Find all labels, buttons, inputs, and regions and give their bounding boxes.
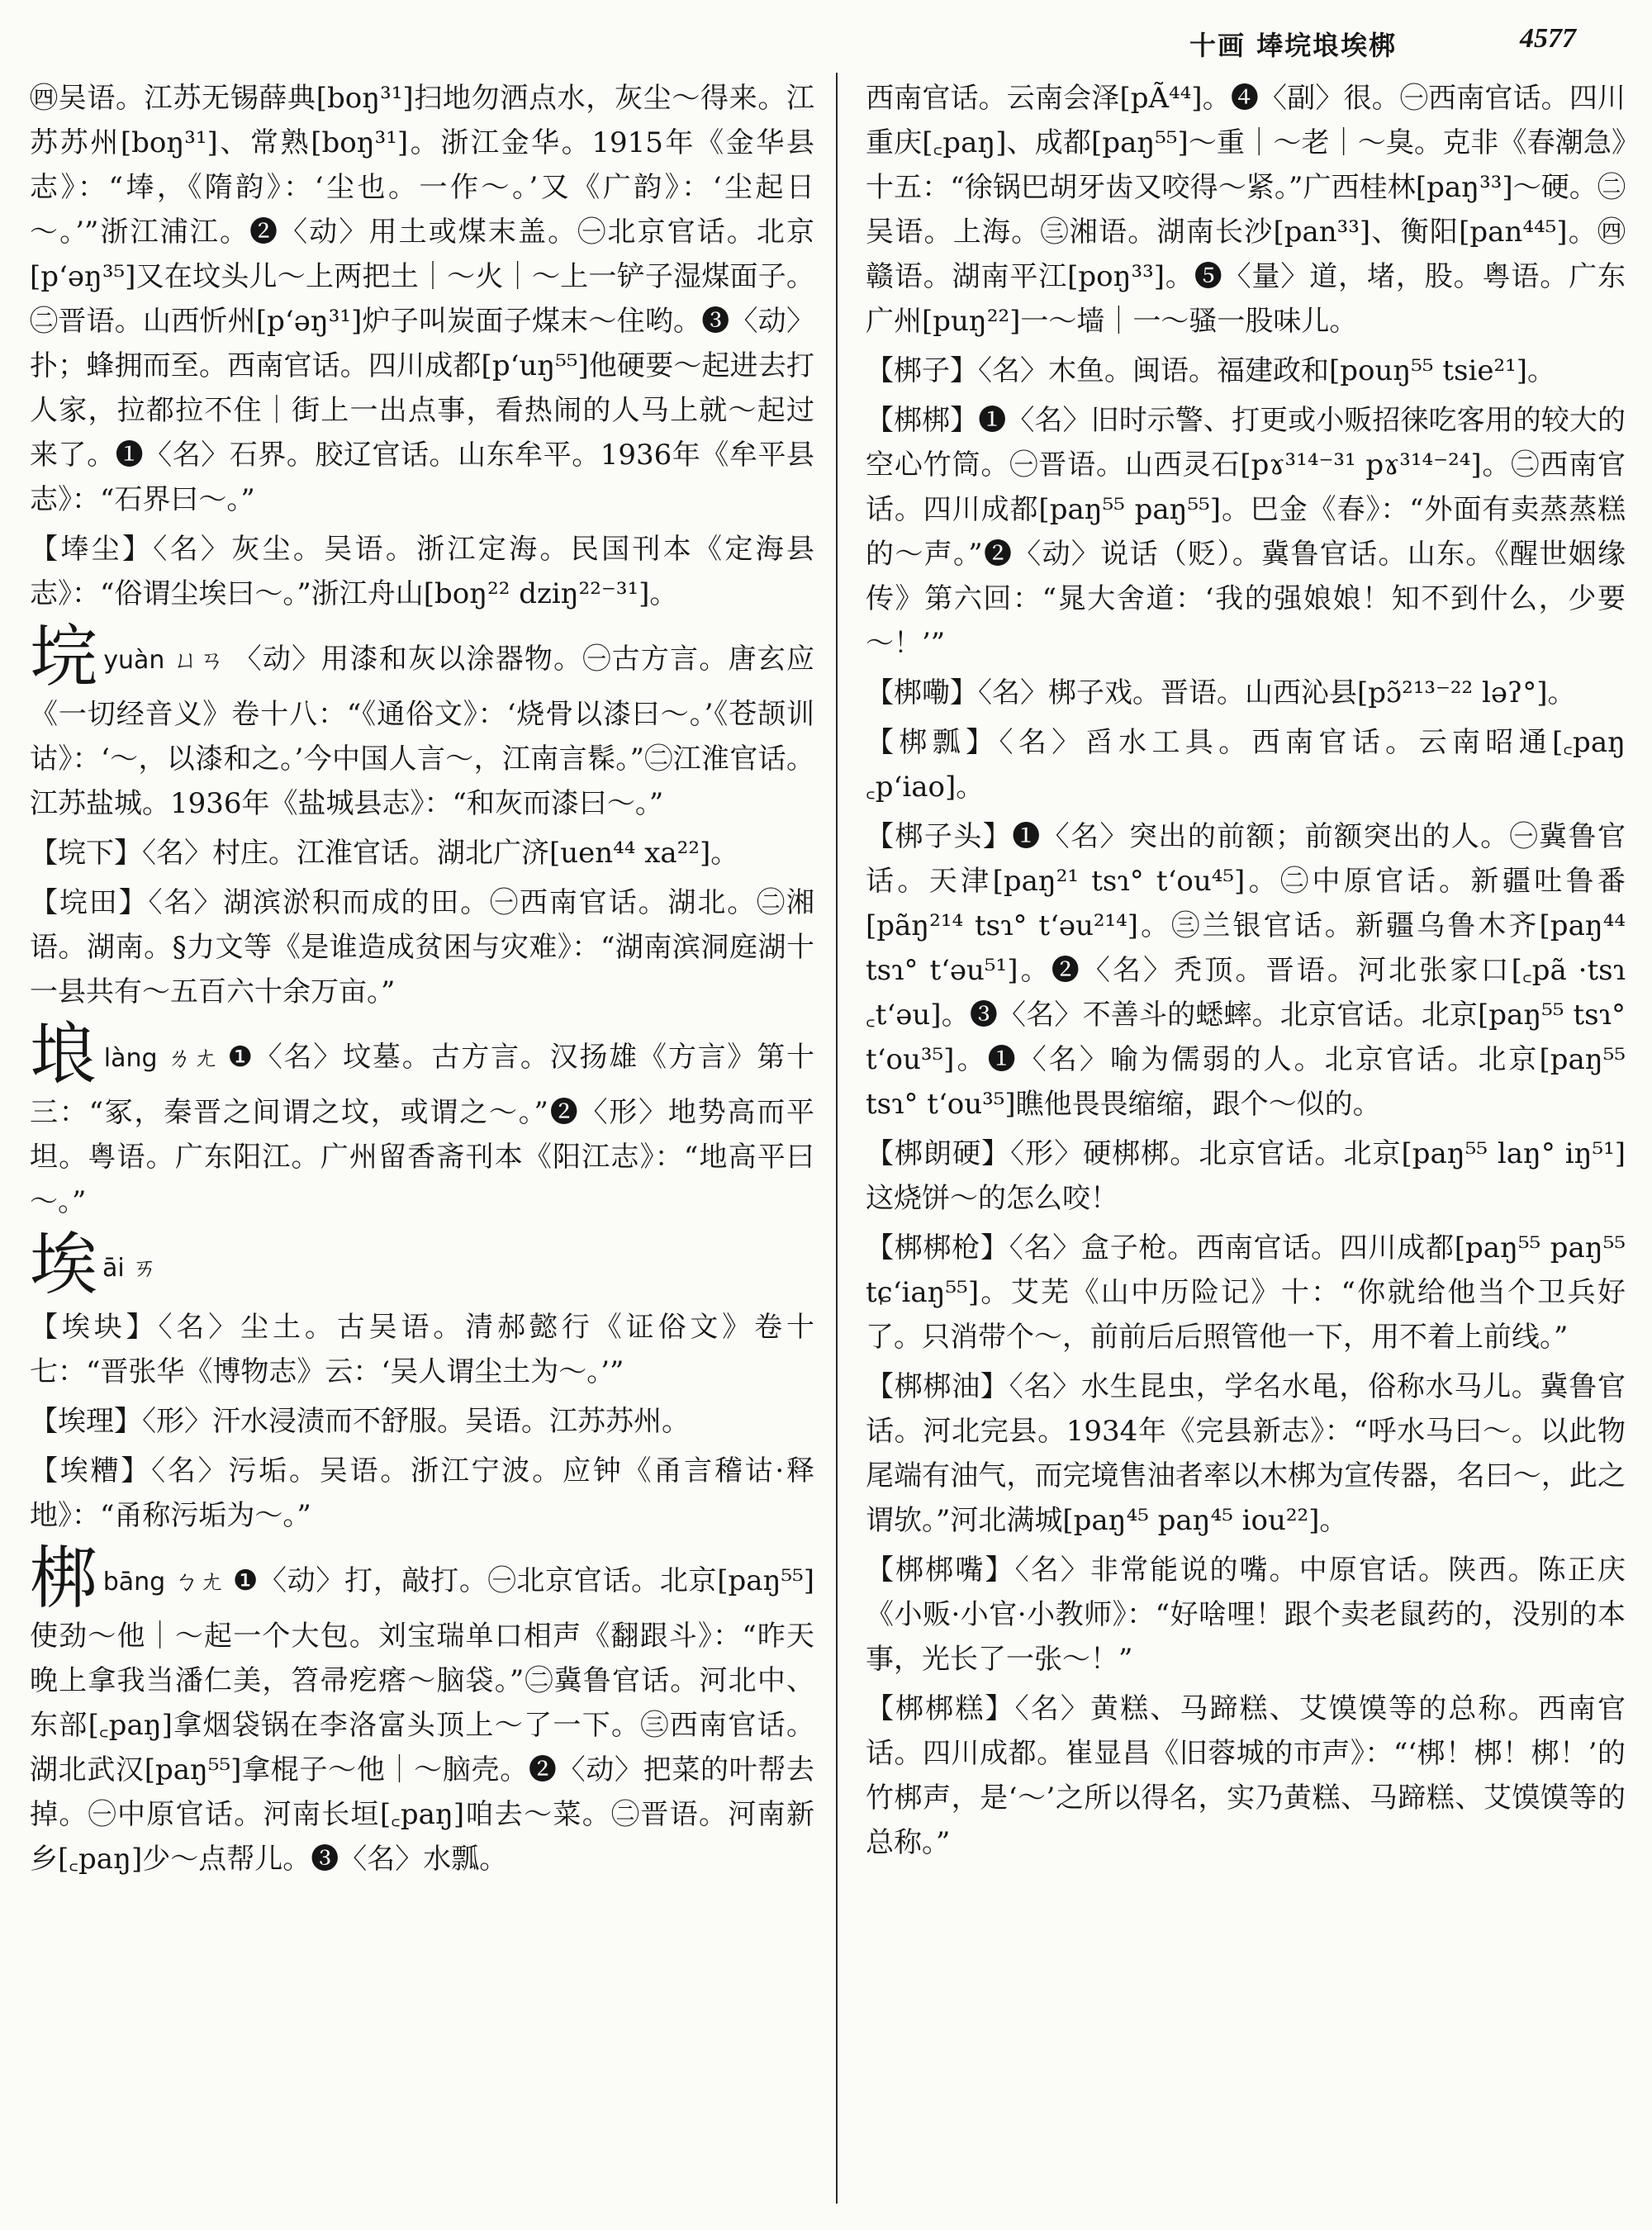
pinyin-zhuyin: làng ㄌㄤ bbox=[103, 1044, 220, 1073]
dictionary-entry bbox=[866, 1364, 1626, 1543]
right-column bbox=[866, 76, 1626, 2215]
dictionary-entry bbox=[866, 398, 1626, 666]
headword-entry bbox=[30, 1016, 814, 1224]
dictionary-entry bbox=[866, 1226, 1626, 1359]
dictionary-entry bbox=[30, 880, 814, 1014]
pinyin-zhuyin: yuàn ㄩㄢ bbox=[103, 646, 225, 675]
entry-text: 【梆子】〈名〉木鱼。闽语。福建政和[pouŋ⁵⁵ tsie²¹]。 bbox=[866, 354, 1555, 387]
entry-text: 【垸下】〈名〉村庄。江淮官话。湖北广济[uen⁴⁴ xa²²]。 bbox=[30, 837, 739, 870]
dictionary-entry bbox=[866, 1548, 1626, 1682]
dictionary-entry bbox=[30, 76, 814, 522]
pinyin-zhuyin: bāng ㄅㄤ bbox=[102, 1568, 225, 1597]
dictionary-entry bbox=[866, 1132, 1626, 1221]
page-number: 4577 bbox=[1520, 23, 1576, 54]
entry-text: 【梆朗硬】〈形〉硬梆梆。北京官话。北京[paŋ⁵⁵ laŋ° iŋ⁵¹]这烧饼～的怎么咬！ bbox=[866, 1137, 1626, 1215]
entry-text: 【梆嘞】〈名〉梆子戏。晋语。山西沁县[pɔ̃²¹³⁻²² ləʔ°]。 bbox=[866, 676, 1576, 709]
entry-text: 【埲尘】〈名〉灰尘。吴语。浙江定海。民国刊本《定海县志》：“俗谓尘埃曰～。”浙江舟山[boŋ²² dziŋ²²⁻³¹]。 bbox=[30, 533, 814, 610]
dictionary-entry bbox=[30, 527, 814, 616]
dictionary-entry bbox=[30, 1449, 814, 1538]
entry-text: ㊃吴语。江苏无锡薛典[boŋ³¹]扫地勿洒点水，灰尘～得来。江苏苏州[boŋ³¹]、常熟[boŋ³¹]。浙江金华。1915年《金华县志》：“埲，《隋韵》：‘尘也。一作～。’又《广韵》：‘尘起日～。’”浙江浦江。❷〈动〉用土或煤末盖。㊀北京官话。北京[pʻəŋ³⁵]又在坟头儿～上两把土｜～火｜～上一铲子湿煤面子。㊁晋语。山西忻州[pʻəŋ³¹]炉子叫炭面子煤末～住哟。❸〈动〉扑；蜂拥而至。西南官话。四川成都[pʻuŋ⁵⁵]他硬要～起进去打人家，拉都拉不住｜街上一出点事，看热闹的人马上就～起过来了。❶〈名〉石界。胶辽官话。山东牟平。1936年《牟平县志》：“石界曰～。” bbox=[30, 82, 814, 516]
entry-text: 【垸田】〈名〉湖滨淤积而成的田。㊀西南官话。湖北。㊁湘语。湖南。§力文等《是谁造成贫困与灾难》：“湖南滨洞庭湖十一县共有～五百六十余万亩。” bbox=[30, 886, 814, 1008]
entry-text: 【梆瓢】〈名〉舀水工具。西南官话。云南昭通[꜀paŋ ꜀pʻiao]。 bbox=[866, 726, 1626, 804]
entry-text: 【梆梆糕】〈名〉黄糕、马蹄糕、艾馍馍等的总称。西南官话。四川成都。崔显昌《旧蓉城的市声》：“‘梆！梆！梆！’的竹梆声，是‘～’之所以得名，实乃黄糕、马蹄糕、艾馍馍等的总称。” bbox=[866, 1692, 1626, 1859]
entry-text: ❶〈名〉坟墓。古方言。汉扬雄《方言》第十三：“冢，秦晋之间谓之坟，或谓之～。”❷〈形〉地势高而平坦。粤语。广东阳江。广州留香斋刊本《阳江志》：“地高平曰～。” bbox=[30, 1041, 814, 1218]
headword-entry bbox=[30, 1226, 814, 1304]
entry-text: 【梆子头】❶〈名〉突出的前额；前额突出的人。㊀冀鲁官话。天津[paŋ²¹ tsɿ° tʻou⁴⁵]。㊁中原官话。新疆吐鲁番[pãŋ²¹⁴ tsɿ° tʻəu²¹⁴]。㊂兰银官话。新疆乌鲁木齐[paŋ⁴⁴ tsɿ° tʻəu⁵¹]。❷〈名〉秃顶。晋语。河北张家口[꜀pã ·tsɿ ꜀tʻəu]。❸〈名〉不善斗的蟋蟀。北京官话。北京[paŋ⁵⁵ tsɿ° tʻou³⁵]。❶〈名〉喻为儒弱的人。北京官话。北京[paŋ⁵⁵ tsɿ° tʻou³⁵]瞧他畏畏缩缩，跟个～似的。 bbox=[866, 820, 1626, 1121]
dictionary-entry bbox=[866, 76, 1626, 344]
entry-text: 【梆梆油】〈名〉水生昆虫，学名水黾，俗称水马儿。冀鲁官话。河北完县。1934年《完县新志》：“呼水马曰～。以此物尾端有油气，而完境售油者率以木梆为宣传器，名曰～，此之谓欤。”河北满城[paŋ⁴⁵ paŋ⁴⁵ iou²²]。 bbox=[866, 1370, 1626, 1537]
dictionary-entry bbox=[866, 814, 1626, 1127]
dictionary-entry bbox=[866, 671, 1626, 715]
entry-text: 【埃块】〈名〉尘土。古吴语。清郝懿行《证俗文》卷十七：“晋张华《博物志》云：‘吴人谓尘土为～。’” bbox=[30, 1311, 814, 1388]
dictionary-entry bbox=[866, 720, 1626, 809]
headword-character: 埌 bbox=[30, 1016, 99, 1094]
headword-character: 埃 bbox=[30, 1226, 98, 1304]
entry-text: 【梆梆】❶〈名〉旧时示警、打更或小贩招徕吃客用的较大的空心竹筒。㊀晋语。山西灵石[pɤ³¹⁴⁻³¹ pɤ³¹⁴⁻²⁴]。㊁西南官话。四川成都[paŋ⁵⁵ paŋ⁵⁵]。巴金《春》：“外面有卖蒸蒸糕的～声。”❷〈动〉说话（贬）。冀鲁官话。山东。《醒世姻缘传》第六回：“晁大舍道：‘我的强娘娘！知不到什么，少要～！’” bbox=[866, 404, 1626, 660]
entry-text: 西南官话。云南会泽[pÃ⁴⁴]。❹〈副〉很。㊀西南官话。四川重庆[꜀paŋ]、成都[paŋ⁵⁵]～重｜～老｜～臭。克非《春潮急》十五：“徐锅巴胡牙齿又咬得～紧。”广西桂林[paŋ³³]～硬。㊁吴语。上海。㊂湘语。湖南长沙[pan³³]、衡阳[pan⁴⁴⁵]。㊃赣语。湖南平江[poŋ³³]。❺〈量〉道，堵，股。粤语。广东广州[puŋ²²]一～墙｜一～骚一股味儿。 bbox=[866, 82, 1626, 338]
entry-text: 〈动〉用漆和灰以涂器物。㊀古方言。唐玄应《一切经音义》卷十八：“《通俗文》：‘烧骨以漆曰～。’《苍颉训诂》：‘～，以漆和之。’今中国人言～，江南言髹。”㊁江淮官话。江苏盐城。1936年《盐城县志》：“和灰而漆曰～。” bbox=[30, 643, 814, 820]
left-column bbox=[30, 76, 814, 2215]
dictionary-entry bbox=[30, 1399, 814, 1444]
entry-text: 【埃糟】〈名〉污垢。吴语。浙江宁波。应钟《甬言稽诂·释地》：“甬称污垢为～。” bbox=[30, 1454, 814, 1532]
column-divider bbox=[836, 73, 838, 2204]
dictionary-entry bbox=[30, 1305, 814, 1394]
entry-text: 【梆梆枪】〈名〉盒子枪。西南官话。四川成都[paŋ⁵⁵ paŋ⁵⁵ tɕʻiaŋ⁵⁵]。艾芜《山中历险记》十：“你就给他当个卫兵好了。只消带个～，前前后后照管他一下，用不着上前线。” bbox=[866, 1231, 1626, 1354]
pinyin-zhuyin: āi ㄞ bbox=[102, 1254, 158, 1283]
running-head: 十画 埲垸埌埃梆 bbox=[1189, 30, 1398, 61]
entry-text: 【埃理】〈形〉汗水浸渍而不舒服。吴语。江苏苏州。 bbox=[30, 1405, 690, 1438]
entry-text: 【梆梆嘴】〈名〉非常能说的嘴。中原官话。陕西。陈正庆《小贩·小官·小教师》：“好啥哩！跟个卖老鼠药的，没别的本事，光长了一张～！” bbox=[866, 1554, 1626, 1676]
headword-character: 垸 bbox=[30, 618, 99, 696]
headword-character: 梆 bbox=[30, 1540, 98, 1618]
dictionary-entry bbox=[866, 349, 1626, 393]
headword-entry bbox=[30, 618, 814, 826]
headword-entry bbox=[30, 1540, 814, 1881]
page-header bbox=[826, 15, 1619, 73]
entry-text: ❶〈动〉打，敲打。㊀北京官话。北京[paŋ⁵⁵]使劲～他｜～起一个大包。刘宝瑞单口相声《翻跟斗》：“昨天晚上拿我当潘仁美，笤帚疙瘩～脑袋。”㊁冀鲁官话。河北中、东部[꜀paŋ]拿烟袋锅在李洛富头顶上～了一下。㊂西南官话。湖北武汉[paŋ⁵⁵]拿棍子～他｜～脑壳。❷〈动〉把菜的叶帮去掉。㊀中原官话。河南长垣[꜀paŋ]咱去～菜。㊁晋语。河南新乡[꜀paŋ]少～点帮儿。❸〈名〉水瓢。 bbox=[30, 1564, 814, 1876]
dictionary-entry bbox=[866, 1687, 1626, 1865]
dictionary-entry bbox=[30, 831, 814, 875]
